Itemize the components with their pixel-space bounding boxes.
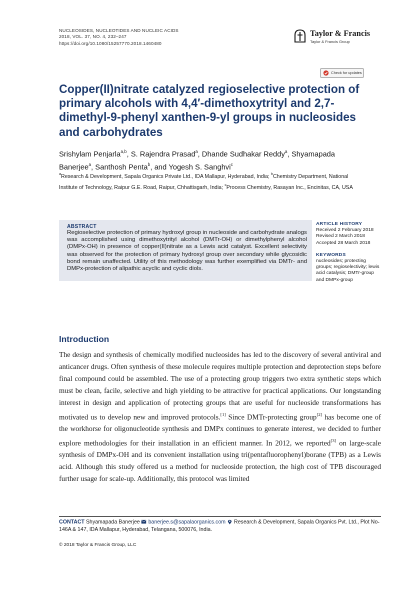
- affiliation-mark: c: [224, 182, 227, 187]
- publisher-group: Taylor & Francis Group: [310, 39, 350, 44]
- citation-link[interactable]: [2]: [316, 411, 323, 417]
- author-affiliation-mark: a,b: [120, 149, 127, 154]
- history-revised: Revised 2 March 2018: [316, 234, 365, 240]
- history-accepted: Accepted 28 March 2018: [316, 240, 371, 246]
- affiliation-mark: a: [59, 172, 61, 176]
- affiliation-text: Process Chemistry, Rasayan Inc., Encinitas, CA, USA: [226, 184, 353, 191]
- author-affiliation-mark: a: [88, 161, 92, 167]
- author-affiliation-mark: b: [147, 161, 151, 167]
- copyright-notice: © 2018 Taylor & Francis Group, LLC: [59, 543, 137, 548]
- journal-header: [59, 28, 179, 47]
- contact-name: Shyamapada Banerjee: [84, 519, 142, 526]
- journal-name: NUCLEOSIDES, NUCLEOTIDES AND NUCLEIC ACIDS: [59, 28, 179, 33]
- keywords-line: acid catalysis; DMTr-group: [316, 271, 374, 277]
- contact-email-link[interactable]: banerjee.s@sapalaorganics.com: [148, 519, 226, 526]
- check-updates-icon: [323, 70, 329, 76]
- article-sidebar: [316, 222, 382, 284]
- author-affiliation-mark: c: [230, 161, 233, 167]
- journal-volume: 2018, VOL. 37, NO. 4, 232–247: [59, 34, 127, 40]
- history-received: Received 2 February 2018: [316, 228, 374, 233]
- citation-link[interactable]: [3]: [330, 437, 337, 443]
- author-name: Yogesh S. Sanghvi: [168, 162, 231, 172]
- contact-footnote: [59, 519, 381, 535]
- footnote-divider: [59, 516, 381, 517]
- introduction-heading: Introduction: [59, 334, 110, 344]
- keywords-heading: KEYWORDS: [316, 252, 346, 258]
- citation-link[interactable]: [1]: [220, 411, 226, 417]
- location-icon: [227, 519, 233, 525]
- check-updates-button[interactable]: [320, 68, 364, 78]
- abstract-heading: ABSTRACT: [67, 224, 97, 230]
- author-affiliation-mark: a: [195, 149, 198, 154]
- keywords-line: groups; regioselectivity; lewis: [316, 265, 380, 271]
- author-name: Shyamapada Banerjee: [59, 149, 336, 172]
- contact-label: CONTACT: [59, 519, 85, 526]
- article-title: Copper(II)nitrate catalyzed regioselective protection of primary alcohols with 4,4′-dimethoxytrityl and 2,7-dimethyl-9-phenyl xanthen-9-yl groups in nucleosides and carbohydrates: [59, 83, 360, 139]
- keywords-line: and DMPx-group: [316, 277, 353, 283]
- author-name: Srishylam Penjarla: [59, 149, 121, 159]
- keywords-line: nucleosides; protecting: [316, 258, 367, 264]
- journal-doi-link[interactable]: https://doi.org/10.1080/15257770.2018.1460480: [59, 40, 162, 46]
- history-heading: ARTICLE HISTORY: [316, 222, 363, 227]
- affiliation-mark: b: [270, 172, 273, 176]
- affiliation-text: Chemistry Department, National Institute of Technology, Raipur G.E. Road, Raipur, Chhattisgarh, India;: [59, 173, 349, 191]
- affiliation-text: Research & Development, Sapala Organics Private Ltd., IDA Mallapur, Hyderabad, India;: [61, 173, 271, 180]
- check-updates-label: Check for updates: [331, 71, 362, 75]
- author-list: Srishylam Penjarla$^{a,b}$, S. Rajendra Prasad$^a$, Dhande Sudhakar Reddy$^a$, Shyamapada Banerjee$^a$, Santhosh Penta$^b$, and Yogesh S. Sanghvi$^c$: [59, 149, 336, 172]
- author-name: S. Rajendra Prasad: [130, 149, 196, 159]
- author-name: Dhande Sudhakar Reddy: [201, 149, 285, 159]
- abstract-text: Regioselective protection of primary hydroxyl group in nucleoside and carbohydrate analogs was accomplished using dimethoxytrityl alcohol (DMTr-OH) or dimethylphenyl alcohol (DMPx-OH) in presence of copper(II)nitrate as a Lewis acid catalyst. Excellent selectivity was observed for the protection of primary hydroxyl group over secondary while glycosidic bond remain unaffected. Utility of this methodology was further exemplified via DMTr- and DMPx-protection of alipathic acyclic and cyclic diols.: [67, 230, 307, 273]
- publisher-name: Taylor & Francis: [310, 29, 371, 38]
- author-name: Santhosh Penta: [95, 162, 148, 172]
- taylor-francis-logo-icon: [294, 29, 306, 43]
- publisher-logo: [294, 28, 371, 50]
- affiliations: [59, 171, 359, 192]
- author-affiliation-mark: a: [284, 149, 288, 154]
- email-icon: [141, 519, 147, 525]
- introduction-text: The design and synthesis of chemically modified nucleosides has led to the discovery of several antiviral and anticancer drugs. Often synthesis of these molecule requires multiple protection and deprotection steps before final compound could be assembled. The use of a protecting group triggers two extra synthetic steps which must be clean, facile, selective and high yielding to be attractive for practical applications. Our longstanding interest in design and application of protecting groups that are useful for nucleoside transformations has motivated us to develop new and improved protocols.[1] Since DMTr-protecting group[2] has become one of the workhorse for oligonucleotide synthesis and DMPx continues to generate interest, we decided to further explore methodologies for their installation in an efficient manner. In 2012, we reported[3] on large-scale synthesis of DMPx-OH and its convenient installation using tri(pentafluorophenyl)borane (TPB) as a Lewis acid. Although this study offered us a method for nucleoside protection, the high cost of TPB discouraged further usage for scale-up. Additionally, this protocol was limited: [59, 350, 381, 483]
- contact-address: Research & Development, Sapala Organics Pvt. Ltd., Plot No-146A & 147, IDA Mallapur, Hyderabad, Telangana, 500076, India.: [59, 519, 380, 534]
